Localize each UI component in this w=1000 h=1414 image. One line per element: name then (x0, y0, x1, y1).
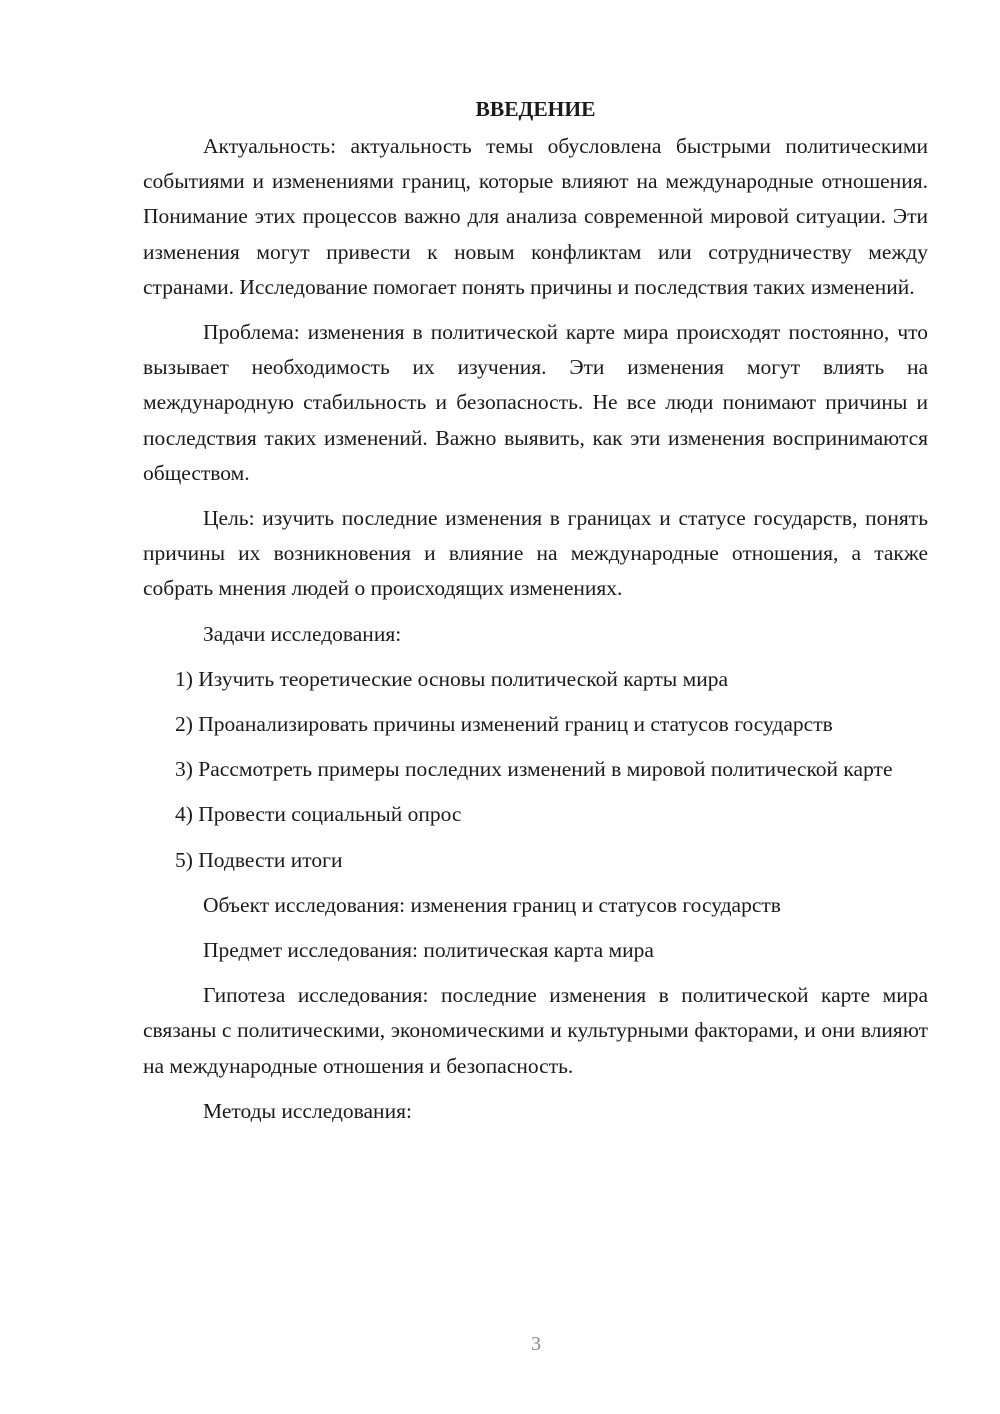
task-item-3: 3) Рассмотреть примеры последних изменений в мировой политической карте (175, 757, 893, 782)
tasks-title: Задачи исследования: (203, 621, 402, 646)
research-subject: Предмет исследования: политическая карта мира (203, 938, 654, 963)
page-content (143, 92, 928, 1139)
task-item-4: 4) Провести социальный опрос (175, 802, 462, 827)
task-item-1: 1) Изучить теоретические основы политической карты мира (175, 666, 729, 691)
methods-title: Методы исследования: (203, 1098, 412, 1123)
relevance-paragraph: Актуальность: актуальность темы обусловлена быстрыми политическими событиями и изменениями границ, которые влияют на международные отношения. Понимание этих процессов важно для анализа современной мировой ситуации. Эти изменения могут привести к новым конфликтам или сотрудничеству между странами. Исследование помогает понять причины и последствия таких изменений. (143, 134, 928, 299)
task-item-5: 5) Подвести итоги (175, 847, 343, 872)
problem-paragraph: Проблема: изменения в политической карте мира происходят постоянно, что вызывает необходимость их изучения. Эти изменения могут влиять на международную стабильность и безопасность. Не все люди понимают причины и последствия таких изменений. Важно выявить, как эти изменения воспринимаются обществом. (143, 320, 928, 485)
research-hypothesis: Гипотеза исследования: последние изменения в политической карте мира связаны с политическими, экономическими и культурными факторами, и они влияют на международные отношения и безопасность. (143, 983, 928, 1078)
page-number: 3 (531, 1333, 541, 1355)
research-object: Объект исследования: изменения границ и статусов государств (203, 892, 781, 917)
task-item-2: 2) Проанализировать причины изменений границ и статусов государств (175, 712, 833, 737)
section-heading: ВВЕДЕНИЕ (475, 97, 596, 121)
goal-paragraph: Цель: изучить последние изменения в границах и статусе государств, понять причины их возникновения и влияние на международные отношения, а также собрать мнения людей о происходящих изменениях. (143, 506, 928, 601)
